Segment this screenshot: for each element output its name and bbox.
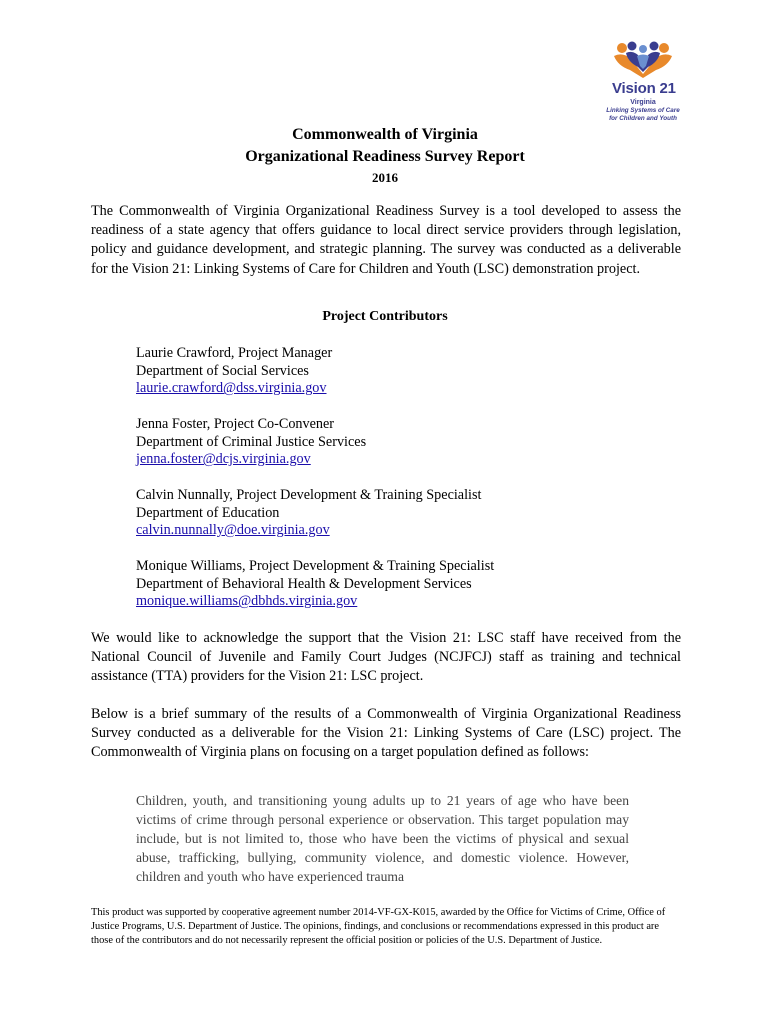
target-population-quote: Children, youth, and transitioning young adults up to 21 years of age who have been victims of crime through personal experience or observation. This target population may include, but is not limited to, those who have been the victims of physical and sexual abuse, trafficking, bullying, community violence, and domestic violence. However, children and youth who have experienced trauma: [136, 793, 629, 884]
contributor-name: Calvin Nunnally, Project Development & Training Specialist: [136, 487, 482, 503]
contributor-entry: [136, 487, 676, 540]
logo-state-text: Virginia: [630, 99, 656, 106]
report-year: 2016: [372, 170, 398, 185]
contributor-email-link[interactable]: laurie.crawford@dss.virginia.gov: [136, 380, 327, 397]
report-title-block: [0, 124, 770, 188]
report-title-line2: Organizational Readiness Survey Report: [245, 148, 525, 165]
summary-paragraph: Below is a brief summary of the results of a Commonwealth of Virginia Organizational Readiness Survey conducted as a deliverable for the Vision 21: Linking Systems of Care (LSC) project. The Commonwealth of Virginia plans on focusing on a target population defined as follows:: [91, 706, 681, 761]
intro-paragraph: The Commonwealth of Virginia Organizational Readiness Survey is a tool developed to assess the readiness of a state agency that offers guidance to local direct service providers through legislation, policy and guidance development, and strategic planning. The survey was conducted as a deliverable for the Vision 21: Linking Systems of Care for Children and Youth (LSC) demonstration project.: [91, 203, 681, 277]
contributor-name: Laurie Crawford, Project Manager: [136, 345, 333, 361]
contributor-department: Department of Education: [136, 504, 280, 521]
contributor-entry: [136, 416, 676, 469]
contributor-entry: [136, 558, 676, 611]
contributor-entry: [136, 345, 676, 398]
logo-brand-text: Vision 21: [612, 80, 676, 97]
report-title-line1: Commonwealth of Virginia: [292, 126, 478, 143]
contributor-department: Department of Behavioral Health & Development Services: [136, 575, 472, 592]
contributors-heading: Project Contributors: [322, 309, 448, 324]
logo-tagline: [598, 107, 688, 123]
acknowledgement-paragraph: We would like to acknowledge the support that the Vision 21: LSC staff have received from the National Council of Juvenile and Family Court Judges (NCJFCJ) staff as training and technical assistance (TTA) providers for the Vision 21: LSC project.: [91, 630, 681, 685]
contributor-email-link[interactable]: calvin.nunnally@doe.virginia.gov: [136, 522, 330, 539]
logo-tagline-line2: for Children and Youth: [609, 115, 677, 122]
contributor-department: Department of Criminal Justice Services: [136, 433, 367, 450]
figures-icon: [610, 40, 676, 80]
contributor-name: Monique Williams, Project Development & Training Specialist: [136, 558, 495, 574]
contributor-name: Jenna Foster, Project Co-Convener: [136, 416, 335, 432]
contributor-department: Department of Social Services: [136, 362, 309, 379]
contributor-email-link[interactable]: monique.williams@dbhds.virginia.gov: [136, 593, 358, 610]
vision21-logo: [598, 40, 688, 132]
funding-footnote: This product was supported by cooperative agreement number 2014-VF-GX-K015, awarded by the Office for Victims of Crime, Office of Justice Programs, U.S. Department of Justice. The opinions, findings, and conclusions or recommendations expressed in this product are those of the contributors and do not necessarily represent the official position or policies of the U.S. Department of Justice.: [91, 907, 666, 946]
logo-tagline-line1: Linking Systems of Care: [606, 107, 680, 114]
contributor-email-link[interactable]: jenna.foster@dcjs.virginia.gov: [136, 451, 311, 468]
